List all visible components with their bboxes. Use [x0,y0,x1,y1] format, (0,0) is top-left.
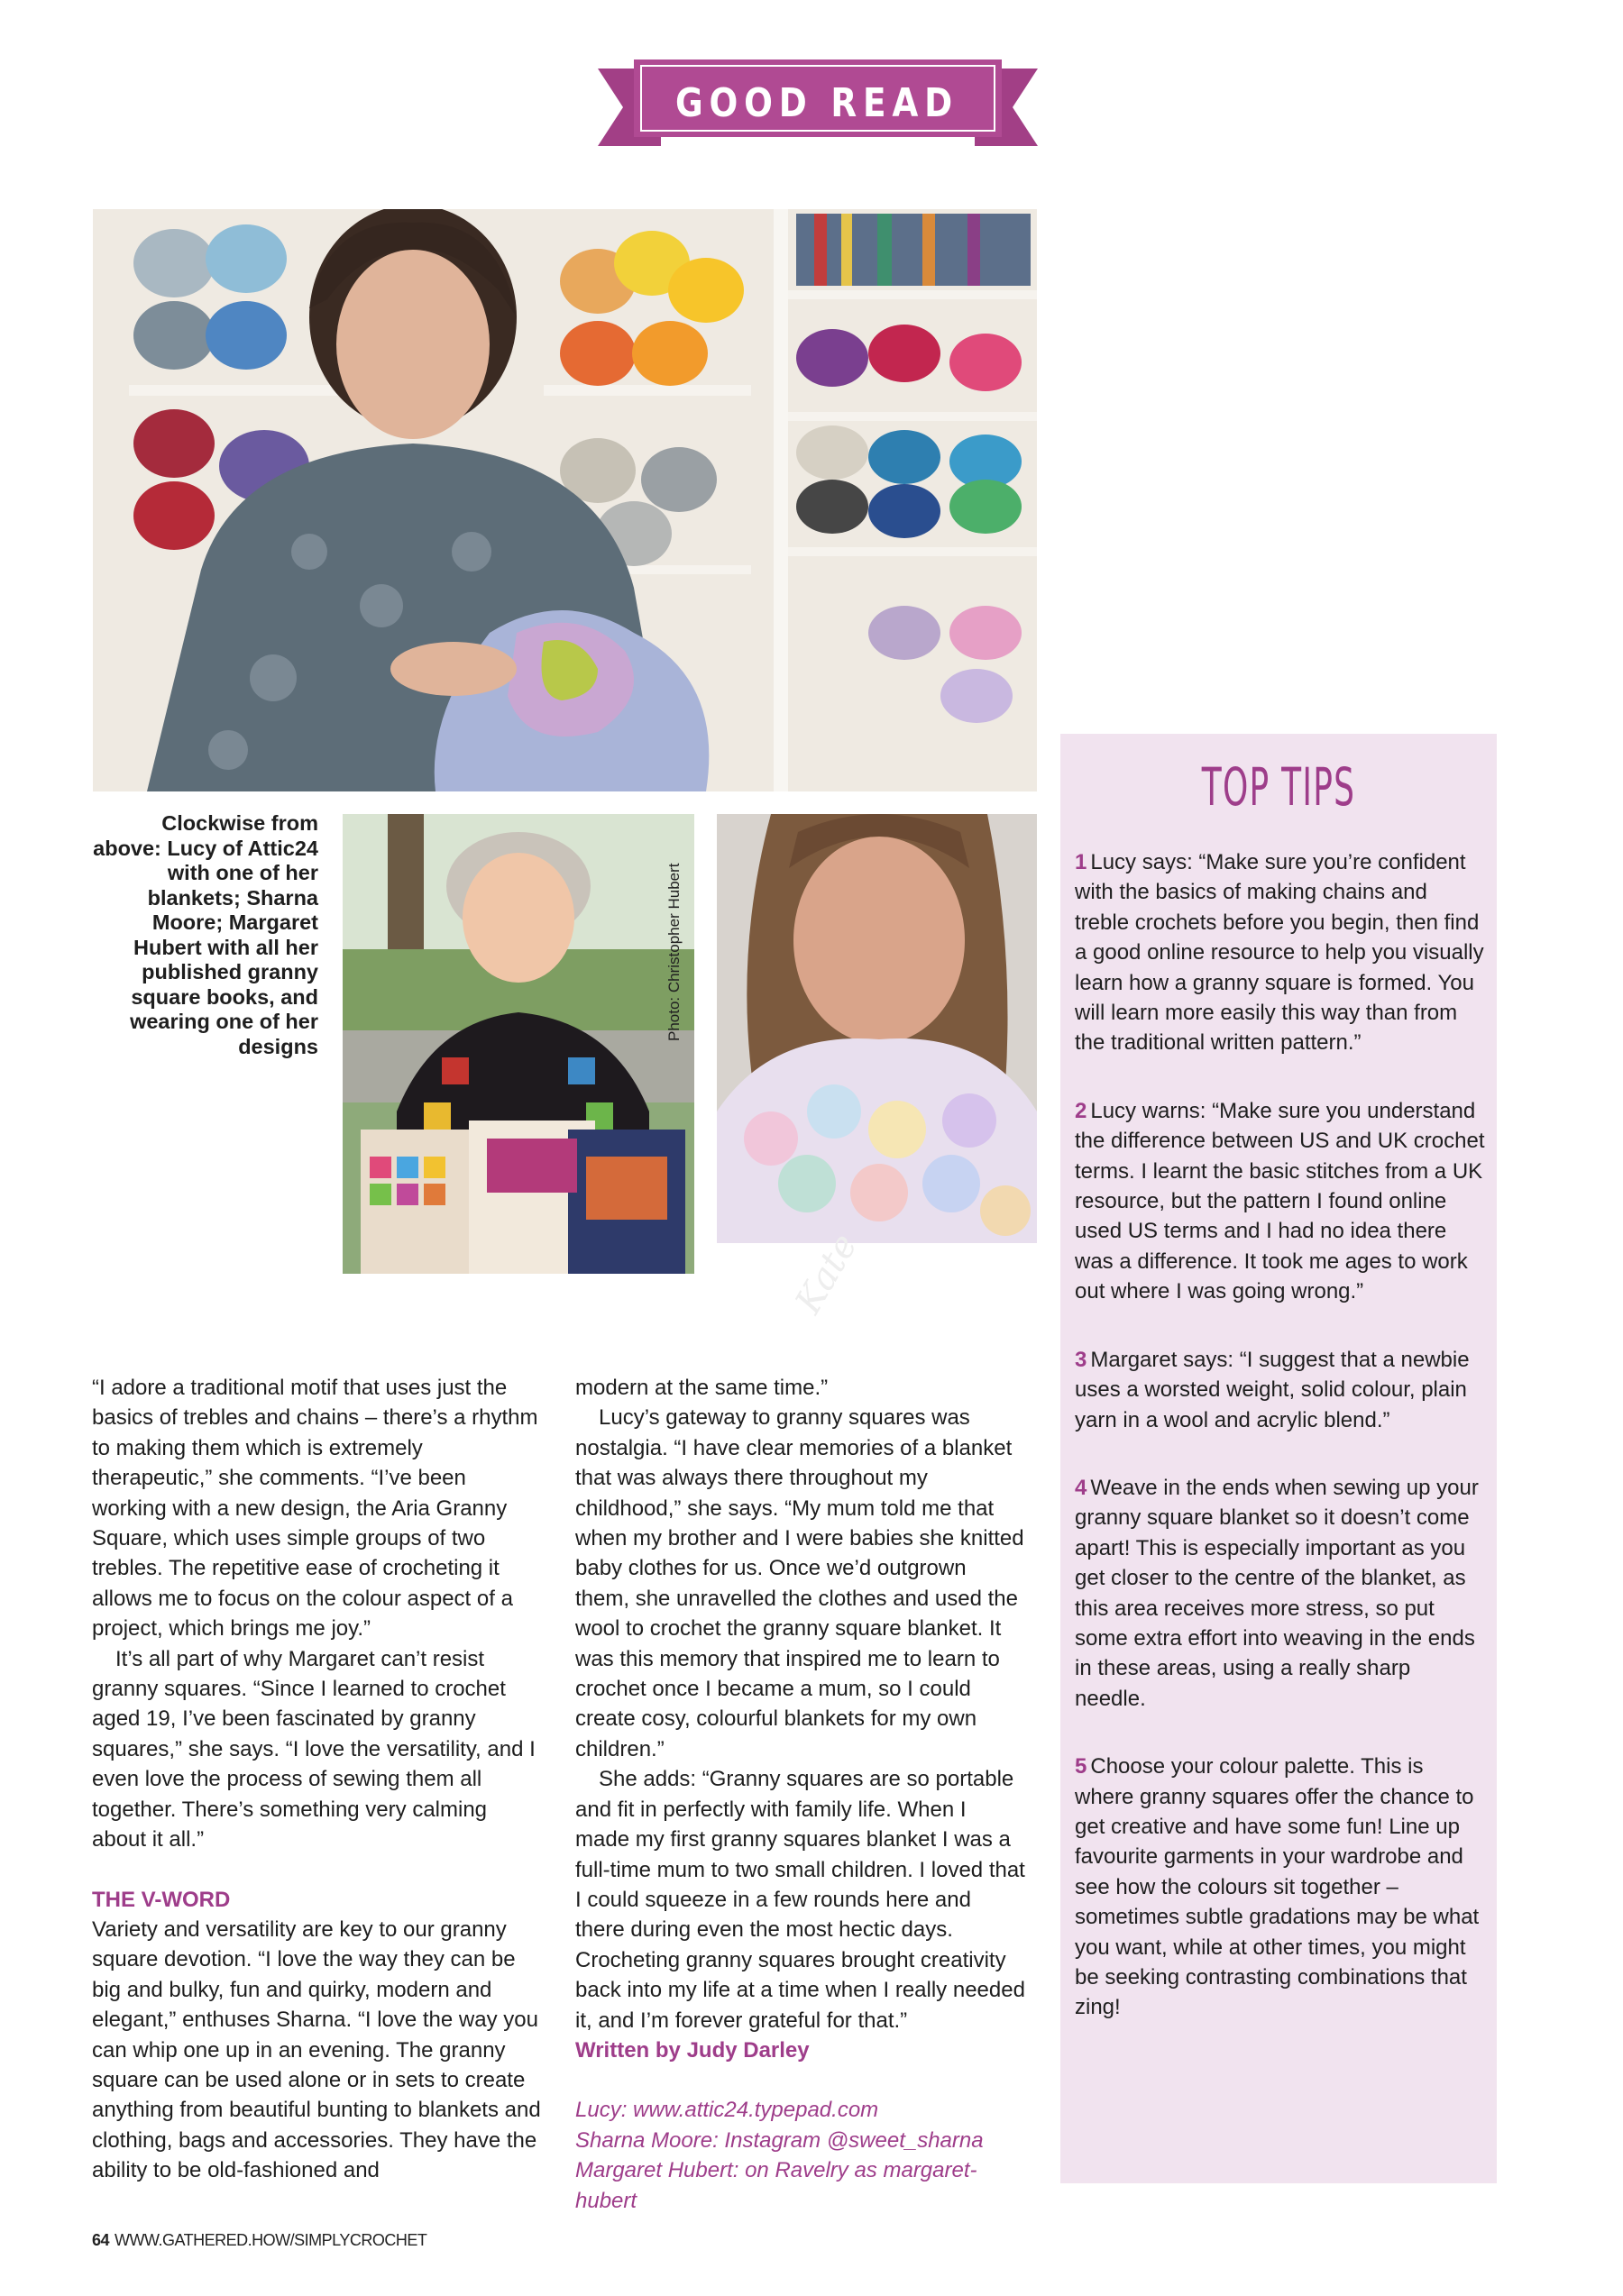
top-tips-box [1060,734,1497,2183]
link-lucy[interactable]: Lucy: www.attic24.typepad.com [575,2098,879,2123]
tip-number: 4 [1075,1475,1087,1500]
article-column-2 [575,1373,1026,2216]
section-banner [598,59,1038,146]
link-margaret[interactable]: Margaret Hubert: on Ravelry as margaret-hubert [575,2158,977,2213]
tips-list [1075,847,1486,2061]
page-number: 64 [92,2231,110,2249]
article-column-1 [92,1373,541,2186]
margaret-hubert-photo [343,814,694,1274]
footer-url[interactable]: WWW.GATHERED.HOW/SIMPLYCROCHET [115,2231,427,2249]
tip-text: Margaret says: “I suggest that a newbie uses a worsted weight, solid colour, plain yarn in a wool and acrylic blend.” [1075,1347,1470,1432]
paragraph: It’s all part of why Margaret can’t resist granny squares. “Since I learned to crochet aged 19, I’ve been fascinated by granny squares,” she says. “I love the versatility, and I even love the process of sewing them all together. There’s something very calming about it all.” [92,1646,536,1852]
tip-text: Lucy warns: “Make sure you understand the difference between US and UK crochet terms. I learnt the basic stitches from a UK resource, but the pattern I found online used US terms and I had no idea there was a difference. It took me ages to work out where I was going wrong.” [1075,1098,1485,1304]
lucy-photo [93,209,1037,791]
tip-item [1075,1096,1486,1307]
tip-text: Lucy says: “Make sure you’re confident with the basics of making chains and treble crochets before you begin, then find a good online resource to help you visually learn how a granny square is formed. You will learn more easily this way than from the traditional written pattern.” [1075,850,1484,1056]
tip-item [1075,1345,1486,1435]
paragraph: Variety and versatility are key to our granny square devotion. “I love the way they can be big and bulky, fun and quirky, modern and elegant,” enthuses Sharna. “I love the way you can whip one up in an evening. The granny square can be used alone or in sets to create anything from beautiful bunting to blankets and clothing, bags and accessories. They have the ability to be old-fashioned and [92,1916,541,2183]
tip-number: 1 [1075,850,1087,874]
tip-number: 3 [1075,1347,1087,1372]
banner-label: GOOD READ [675,80,958,126]
watermark: Kate [787,1227,867,1321]
author-byline: Written by Judy Darley [575,2037,810,2063]
top-tips-title: TOP TIPS [1201,756,1356,818]
paragraph: She adds: “Granny squares are so portable and fit in perfectly with family life. When I made my first granny squares blanket I was a full-time mum to two small children. I loved that I could squeeze in a few rounds here and there during even the most hectic days. Crocheting granny squares brought creativity back into my life at a time when I really needed it, and I’m forever grateful for that.” [575,1767,1025,2033]
tip-item [1075,1752,1486,2023]
paragraph: modern at the same time.” [575,1376,829,1400]
tip-text: Choose your colour palette. This is where granny squares offer the chance to get creative and have some fun! Line up favourite garments in your wardrobe and see how the colours sit together – sometimes subtle gradations may be what you want, while at other times, you might be seeking contrasting combinations that zing! [1075,1754,1480,2020]
tip-text: Weave in the ends when sewing up your granny square blanket so it doesn’t come apart! This is especially important as you get closer to the centre of the blanket, as this area receives more stress, so put some extra effort into weaving in the ends in these areas, using a really sharp needle. [1075,1475,1479,1711]
photo-credit: Photo: Christopher Hubert [665,863,683,1041]
tip-item [1075,1473,1486,1714]
tip-number: 2 [1075,1098,1087,1123]
section-subhead: THE V-WORD [92,1887,231,1912]
photo-caption: Clockwise from above: Lucy of Attic24 with one of her blankets; Sharna Moore; Margaret Hubert with all her published granny square books, and wearing one of her designs [93,811,318,1058]
page-footer [92,2231,426,2250]
tip-item [1075,847,1486,1058]
paragraph: Lucy’s gateway to granny squares was nostalgia. “I have clear memories of a blanket that was always there throughout my childhood,” she says. “My mum told me that when my brother and I were babies she knitted baby clothes for us. Once we’d outgrown them, she unravelled the clothes and used the wool to crochet the granny square blanket. It was this memory that inspired me to learn to crochet once I became a mum, so I could create cosy, colourful blankets for my own children.” [575,1405,1024,1761]
contact-links [575,2095,1026,2216]
sharna-moore-photo [717,814,1037,1243]
link-sharna[interactable]: Sharna Moore: Instagram @sweet_sharna [575,2127,984,2153]
paragraph: “I adore a traditional motif that uses just the basics of trebles and chains – there’s a rhythm to making them which is extremely therapeutic,” she comments. “I’ve been working with a new design, the Aria Granny Square, which uses simple groups of two trebles. The repetitive ease of crocheting it allows me to focus on the colour aspect of a project, which brings me joy.” [92,1376,538,1642]
tip-number: 5 [1075,1754,1087,1779]
